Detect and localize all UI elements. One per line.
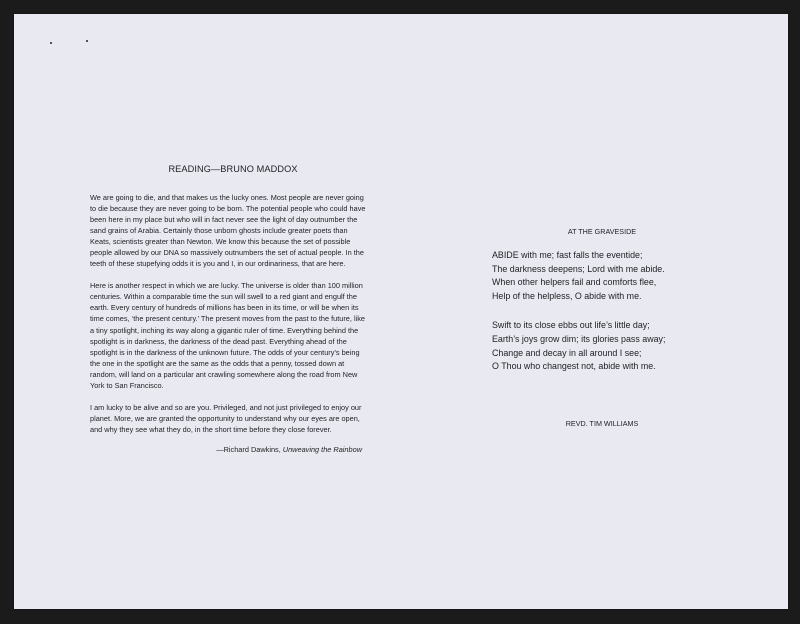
hymn-column [492, 227, 712, 428]
reading-title: READING—BRUNO MADDOX [168, 164, 298, 174]
hymn-line: ABIDE with me; fast falls the eventide; [492, 250, 643, 260]
attribution-work: Unweaving the Rainbow [282, 444, 362, 454]
hymn-stanza-2 [492, 319, 712, 373]
hymn-signature: REVD. TIM WILLIAMS [565, 418, 639, 428]
hymn-title: AT THE GRAVESIDE [567, 227, 637, 236]
reading-paragraph-2: Here is another respect in which we are lucky. The universe is older than 100 million centuries. Within a comparable time the sun will swell to a red giant and engulf the earth. Every century of hundreds of millions has been in its time, or will be when its time comes, ‘the present century.’ The present moves from the past to the future, like a tiny spotlight, inching its way along a gigantic ruler of time. Everything behind the spotlight is in darkness, the darkness of the dead past. Everything ahead of the spotlight is in the darkness of the unknown future. The odds of your century’s being the one in the spotlight are the same as the odds that a penny, tossed down at random, will land on a particular ant crawling somewhere along the road from New York to San Francisco. [90, 281, 365, 390]
reading-paragraph-1: We are going to die, and that makes us the lucky ones. Most people are never going to die because they are never going to be born. The potential people who could have been here in my place but who will in fact never see the light of day outnumber the sand grains of Arabia. Certainly those unborn ghosts include greater poets than Keats, scientists greater than Newton. We know this because the set of possible people allowed by our DNA so massively outnumbers the set of actual people. In the teeth of these stupefying odds it is you and I, in our ordinariness, that are here. [90, 193, 366, 269]
reading-column [90, 164, 368, 454]
ink-speck [50, 42, 52, 44]
hymn-line: When other helpers fail and comforts flee, [492, 277, 657, 288]
hymn-stanza-1 [492, 249, 712, 303]
hymn-line: Earth’s joys grow dim; its glories pass away; [492, 333, 666, 344]
reading-paragraph-3: I am lucky to be alive and so are you. Privileged, and not just privileged to enjoy our planet. More, we are granted the opportunity to understand why our eyes are open, and why they see what they do, in the short time before they close forever. [90, 402, 362, 434]
reading-attribution [90, 445, 368, 454]
hymn-line: O Thou who changest not, abide with me. [492, 361, 656, 372]
hymn-line: The darkness deepens; Lord with me abide. [492, 263, 665, 274]
hymn-line: Help of the helpless, O abide with me. [492, 290, 642, 301]
printed-sheet [14, 14, 788, 609]
ink-speck [86, 40, 88, 42]
attribution-author: —Richard Dawkins, [216, 444, 283, 454]
hymn-line: Change and decay in all around I see; [492, 347, 642, 358]
hymn-line: Swift to its close ebbs out life’s little day; [492, 320, 650, 331]
